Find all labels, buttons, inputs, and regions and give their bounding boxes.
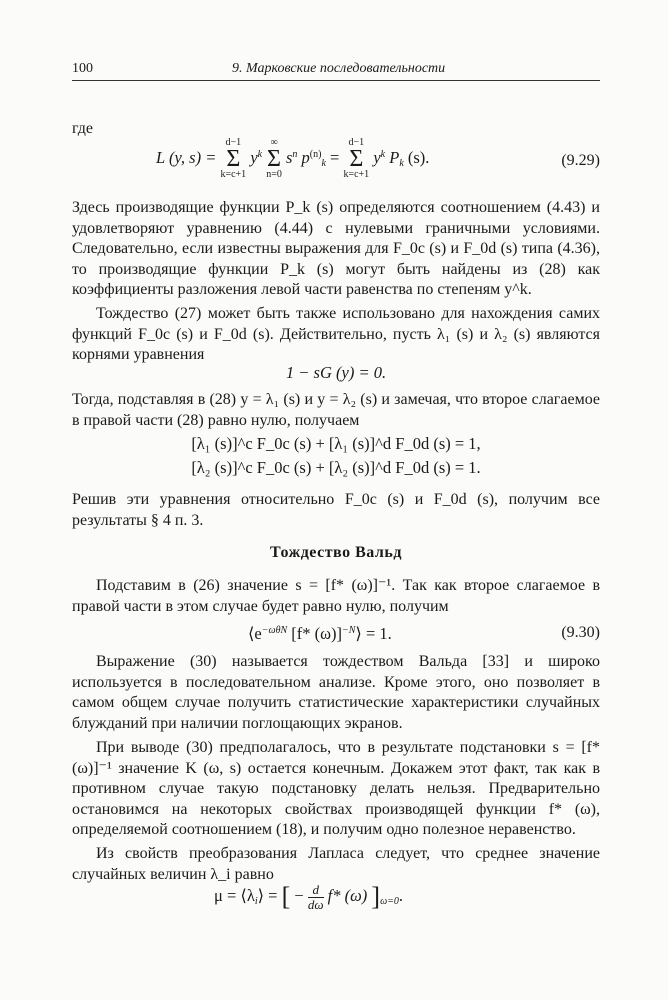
section-heading: Тождество Вальд [270, 544, 402, 561]
intro-word: где [72, 120, 94, 137]
paragraph-5: Подставим в (26) значение s = [f* (ω)]⁻¹. Так как второе слагаемое в правой части в этом случае будет равно нулю, получим [72, 577, 600, 615]
paragraph-6: Выражение (30) называется тождеством Вальда [33] и широко используется в последовательном анализе. Кроме этого, оно позволяет в самом общем случае получить статистические характеристики случайных блужданий при наличии поглощающих экранов. [72, 653, 600, 732]
eq929-lhs: L (y, s) = [156, 147, 217, 167]
equation-number-9-30: (9.30) [561, 624, 600, 641]
eq929-sum1: d−1 Σ k=c+1 [220, 137, 247, 180]
running-title: 9. Марковские последовательности [232, 61, 446, 76]
system-line-1: [λ₁ (s)]^c F_0c (s) + [λ₁ (s)]^d F_0d (s) = 1, [191, 434, 481, 453]
eq929-sum3: d−1 Σ k=c+1 [343, 137, 370, 180]
system-line-2: [λ₂ (s)]^c F_0c (s) + [λ₂ (s)]^d F_0d (s) = 1. [191, 458, 481, 477]
equation-root: 1 − sG (y) = 0. [285, 363, 387, 382]
page: 100 9. Марковские последовательности где L (y, s) = d−1 Σ k=c+1 $y^k$ ∞ Σ n=0 $s^n$ $p^{(n)}_k$ = d−1 Σ k=c+1 $y^k$ $P_k$ (s). (9.29) Здесь производящие функции P_k (s) определяются соотношением (4.43) и удовлетворяют уравнению (4.44) с нулевыми граничными условиями. Следовательно, если известны выражения для F_0c (s) и F_0d (s) типа (4.36), то производящие функции P_k (s) могут быть найдены из (28) как коэффициенты разложения левой части равенства по степеням y^k. Тождество (27) может быть также использовано для нахождения самих функций F_0c (s) и F_0d (s). Действительно, пусть λ₁ (s) и λ₂ (s) являются корнями уравнения 1 − sG (y) = 0. Тогда, подставляя в (28) y = λ₁ (s) и y = λ₂ (s) и замечая, что второе слагаемое в правой части (28) равно нулю, получаем [λ₁ (s)]^c F_0c (s) + [λ₁ (s)]^d F_0d (s) = 1, [λ₂ (s)]^c F_0c (s) + [λ₂ (s)]^d F_0d (s) = 1. Решив эти уравнения относительно F_0c (s) и F_0d (s), получим все результаты § 4 п. 3. Тождество Вальд Подставим в (26) значение s = [f* (ω)]⁻¹. Так как второе слагаемое в правой части в этом случае будет равно нулю, получим $⟨e^{-\omega\theta N}$ [f* (ω)]$^{-N}$⟩ = 1. (9.30) Выражение (30) называется тождеством Вальда [33] и широко используется в последовательном анализе. Кроме этого, оно позволяет в самом общем случае получить статистические характеристики случайных блужданий при наличии поглощающих экранов. При выводе (30) предполагалось, что в результате подстановки s = [f* (ω)]⁻¹ значение K (ω, s) остается конечным. Докажем этот факт, так как в противном случае такую подстановку делать нельзя. Предварительно остановимся на некоторых свойствах производящей функции f* (ω), определяемой соотношением (18), и получим одно полезное неравенство. Из свойств преобразования Лапласа следует, что среднее значение случайных величин λ_i равно $\mu = ⟨\lambda_i⟩$ = [ − $\frac{d}{d\omega}$ f* (ω) ]$_{\omega=0}$. [72, 58, 600, 81]
equation-number-9-29: (9.29) [561, 152, 600, 169]
paragraph-8: Из свойств преобразования Лапласа следует, что среднее значение случайных величин λ_i равно [72, 845, 600, 883]
page-header [72, 58, 600, 81]
paragraph-1: Здесь производящие функции P_k (s) определяются соотношением (4.43) и удовлетворяют уравнению (4.44) с нулевыми граничными условиями. Следовательно, если известны выражения для F_0c (s) и F_0d (s) типа (4.36), то производящие функции P_k (s) могут быть найдены из (28) как коэффициенты разложения левой части равенства по степеням y^k. [72, 199, 600, 298]
derivative-fraction: $\frac{d}{d\omega}$ [307, 881, 324, 912]
page-number: 100 [72, 61, 93, 76]
eq929-sum2: ∞ Σ n=0 [266, 137, 282, 180]
paragraph-3: Тогда, подставляя в (28) y = λ₁ (s) и y = λ₂ (s) и замечая, что второе слагаемое в правой части (28) равно нулю, получаем [72, 391, 600, 429]
paragraph-7: При выводе (30) предполагалось, что в результате подстановки s = [f* (ω)]⁻¹ значение K (ω, s) остается конечным. Докажем этот факт, так как в противном случае такую подстановку делать нельзя. Предварительно остановимся на некоторых свойствах производящей функции f* (ω), определяемой соотношением (18), и получим одно полезное неравенство. [72, 739, 600, 838]
paragraph-4: Решив эти уравнения относительно F_0c (s) и F_0d (s), получим все результаты § 4 п. 3. [72, 491, 600, 529]
paragraph-2: Тождество (27) может быть также использовано для нахождения самих функций F_0c (s) и F_0d (s). Действительно, пусть λ₁ (s) и λ₂ (s) являются корнями уравнения [72, 305, 600, 363]
